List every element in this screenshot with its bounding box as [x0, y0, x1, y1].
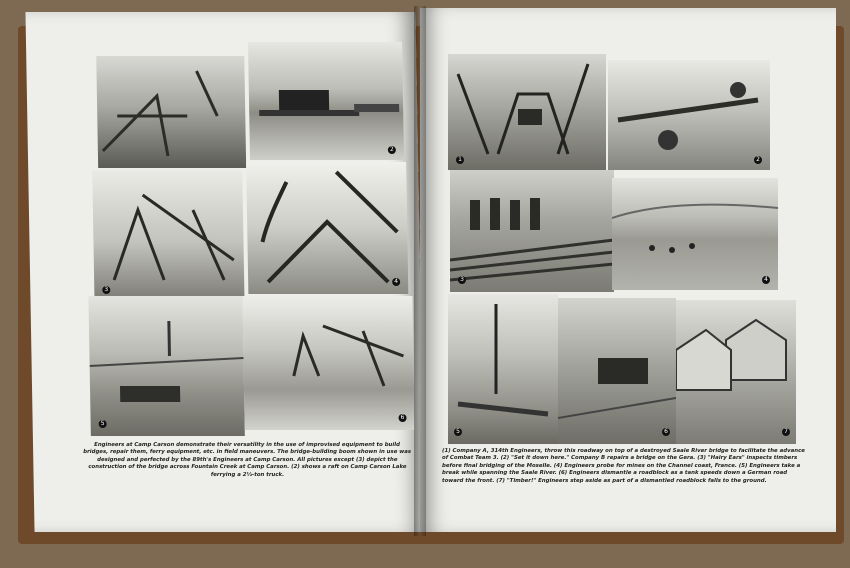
photo-number-2-right: 2	[754, 156, 762, 164]
left-page	[25, 12, 424, 532]
creek-landscape-illustration	[88, 296, 244, 436]
houses-illustration	[676, 300, 796, 444]
photo-number-6: 6	[398, 414, 406, 422]
photo-number-6-right: 6	[662, 428, 670, 436]
bridge-truss-illustration	[448, 54, 606, 170]
photo-mine-probing-coast	[612, 178, 778, 290]
photo-bridge-repair-gera	[608, 60, 770, 170]
photo-roadblock-tank	[558, 298, 676, 444]
timber-frame-illustration	[92, 170, 244, 302]
photo-number-3: 3	[102, 286, 110, 294]
photo-number-2: 2	[388, 146, 396, 154]
photo-number-1: 1	[456, 156, 464, 164]
left-page-caption: Engineers at Camp Carson demonstrate their versatility in the use of improvised equipment to build bridges, repair them, ferry equipment, etc. in field maneuvers. The bridge-building boom shown in use was designed and perfected by the 89th's Engineers at Camp Carson. All pictures except (3) depict the construction of the bridge across Fountain Creek at Camp Carson. (2) shows a raft on Camp Carson Lake ferrying a 2½-ton truck.	[83, 442, 412, 478]
photo-break-saale-river	[448, 294, 558, 444]
bridge-frame-illustration	[96, 56, 246, 168]
photo-number-7-right: 7	[782, 428, 790, 436]
photo-number-4: 4	[392, 278, 400, 286]
photo-roadblock-falling	[676, 300, 796, 444]
right-page	[420, 8, 836, 532]
bridge-assembly-illustration	[242, 296, 414, 430]
photo-raft-ferry	[248, 42, 404, 160]
right-page-caption: (1) Company A, 314th Engineers, throw this roadway on top of a destroyed Saale River bridge to facilitate the advance of Combat Team 3. (2) "Set it down here." Company B repairs a bridge on the Gera. (3) "Hairy Ears" inspects timbers before final bridging of the Moselle. (4) Engineers probe for mines on the Channel coast, France. (5) Engineers take a break while spanning the Saale River. (6) Engineers dismantle a roadblock as a tank speeds down a German road toward the front. (7) "Timber!" Engineers step aside as part of a dismantled roadblock falls to the ground.	[442, 448, 805, 484]
photo-number-3-right: 3	[458, 276, 466, 284]
book-spine	[414, 6, 426, 536]
photo-number-5: 5	[99, 420, 107, 428]
photo-bridge-boom	[96, 56, 246, 168]
photo-number-5-right: 5	[454, 428, 462, 436]
pole-river-illustration	[448, 294, 558, 444]
timbers-illustration	[450, 170, 614, 292]
workers-bridge-illustration	[608, 60, 770, 170]
tank-road-illustration	[558, 298, 676, 444]
photo-timber-inspection-moselle	[450, 170, 614, 292]
photo-number-4-right: 4	[762, 276, 770, 284]
photo-bridge-assembly	[242, 296, 414, 430]
photo-destroyed-bridge-roadway	[448, 54, 606, 170]
coast-field-illustration	[612, 178, 778, 290]
photo-boom-crane	[246, 162, 408, 294]
photo-creek-crossing	[88, 296, 244, 436]
truck-on-raft-illustration	[248, 42, 404, 160]
crane-boom-illustration	[246, 162, 408, 294]
photo-bridge-frame	[92, 170, 244, 302]
